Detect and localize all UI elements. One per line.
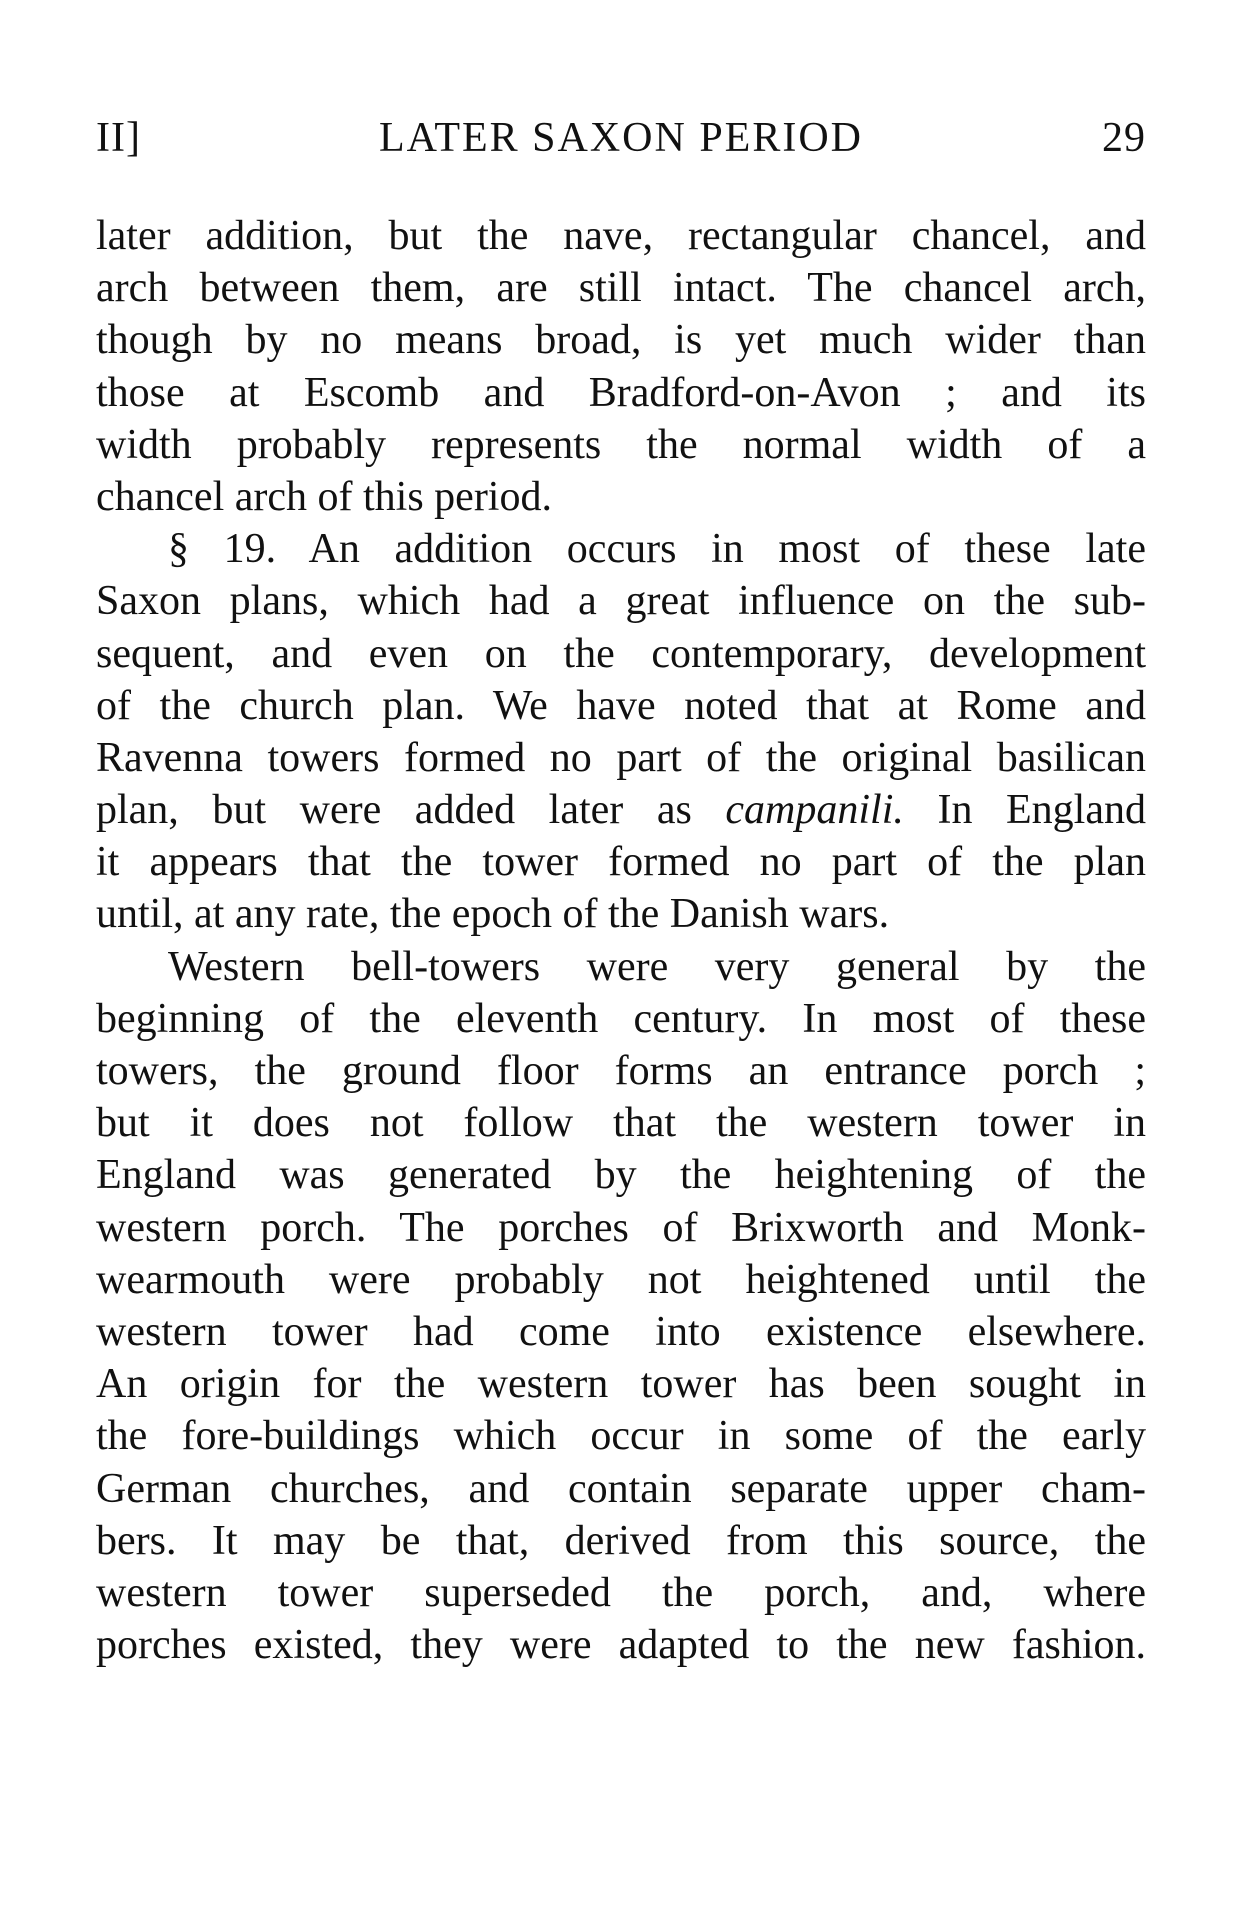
text-line: it appears that the tower formed no part of the plan	[96, 839, 1146, 886]
text-line: those at Escomb and Bradford-on-Avon ; and its	[96, 369, 1146, 416]
text-line: porches existed, they were adapted to the new fashion.	[96, 1622, 1146, 1669]
text-line: § 19. An addition occurs in most of these late	[168, 526, 1146, 573]
page-number: 29	[1102, 115, 1146, 161]
paragraph	[96, 210, 1146, 523]
text-line: bers. It may be that, derived from this source, the	[96, 1517, 1146, 1564]
text-segment: plan, but were added later as	[96, 787, 692, 834]
text-line: England was generated by the heightening of the	[96, 1152, 1146, 1199]
text-line: of the church plan. We have noted that at Rome and	[96, 682, 1146, 729]
text-line: the fore-buildings which occur in some of the early	[96, 1413, 1146, 1460]
text-line: until, at any rate, the epoch of the Danish wars.	[96, 891, 890, 938]
text-line: later addition, but the nave, rectangular chancel, and	[96, 213, 1146, 259]
running-head	[96, 108, 1146, 168]
text-line: Ravenna towers formed no part of the original basilican	[96, 734, 1146, 781]
text-line: western porch. The porches of Brixworth and Monk-	[96, 1204, 1146, 1251]
text-line: but it does not follow that the western tower in	[96, 1100, 1146, 1147]
text-line-mixed	[96, 784, 1146, 836]
text-line: arch between them, are still intact. The chancel arch,	[96, 265, 1146, 312]
book-page	[96, 108, 1146, 1888]
italic-term: campanili.	[725, 787, 904, 834]
text-line: German churches, and contain separate upper cham-	[96, 1465, 1146, 1512]
text-line: wearmouth were probably not heightened until the	[96, 1256, 1146, 1303]
text-line: An origin for the western tower has been sought in	[96, 1361, 1146, 1408]
running-title: LATER SAXON PERIOD	[378, 115, 863, 161]
paragraph	[96, 523, 1146, 941]
text-line: though by no means broad, is yet much wider than	[96, 317, 1146, 364]
text-line: towers, the ground floor forms an entrance porch ;	[96, 1048, 1146, 1094]
paragraph	[96, 941, 1146, 1672]
text-line: beginning of the eleventh century. In most of these	[96, 995, 1146, 1042]
text-line: western tower had come into existence elsewhere.	[96, 1308, 1146, 1355]
text-line: Saxon plans, which had a great influence on the sub-	[96, 578, 1146, 625]
text-segment: In England	[903, 787, 1146, 834]
text-line: Western bell-towers were very general by the	[168, 943, 1146, 990]
chapter-marker: II]	[96, 115, 141, 161]
text-line: western tower superseded the porch, and, where	[96, 1569, 1146, 1616]
text-line: chancel arch of this period.	[96, 473, 552, 520]
text-line: width probably represents the normal width of a	[96, 421, 1146, 468]
text-line: sequent, and even on the contemporary, development	[96, 630, 1146, 677]
body-text	[96, 210, 1146, 1671]
